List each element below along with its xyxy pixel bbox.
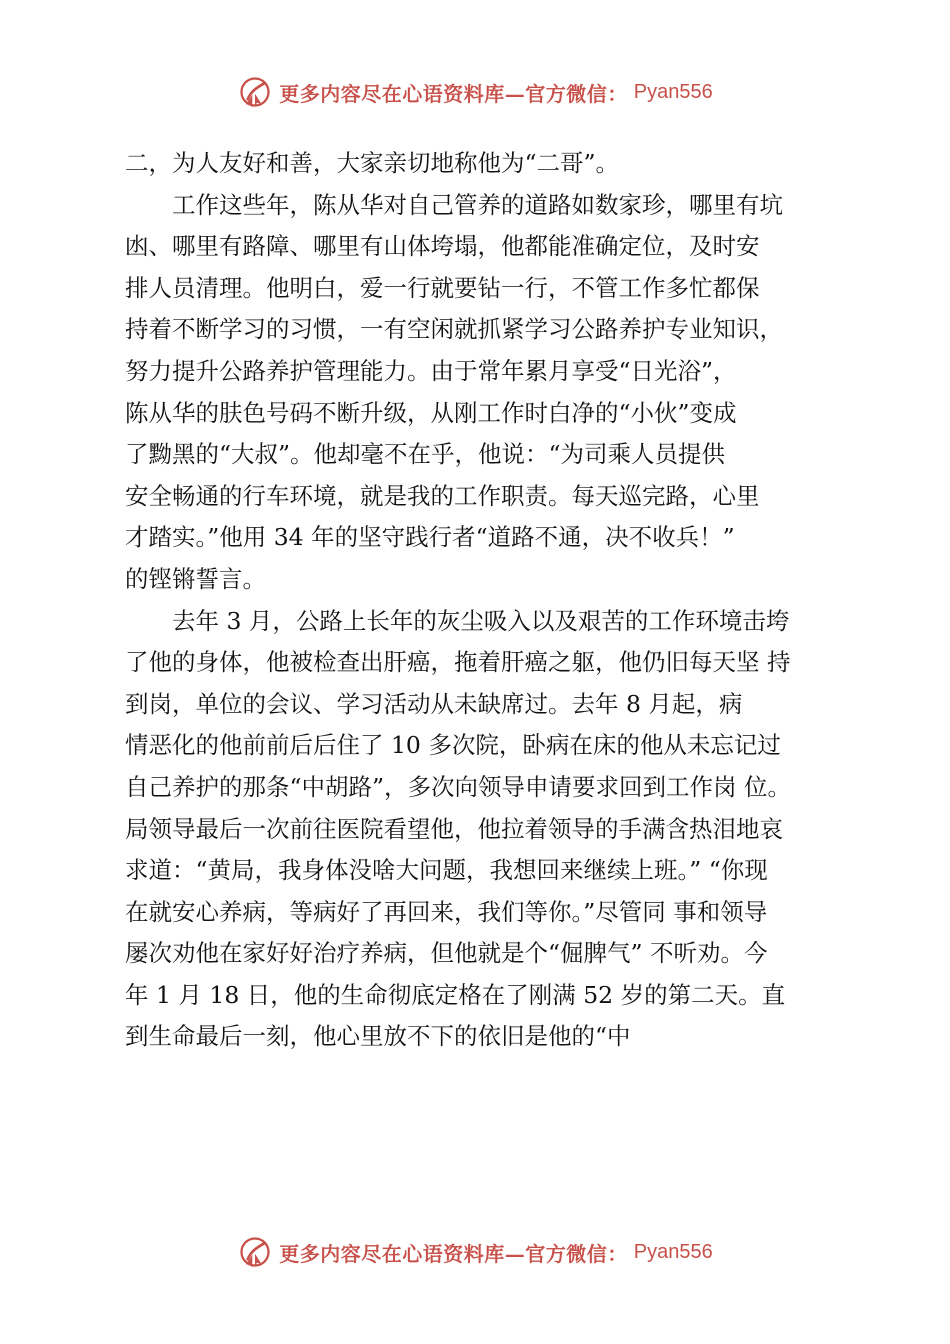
body-line: 陈从华的肤色号码不断升级，从刚工作时白净的“小伙”变成	[125, 398, 737, 427]
body-line: 到岗，单位的会议、学习活动从未缺席过。去年 8 月起，病	[125, 689, 743, 718]
body-line: 了他的身体，他被检查出肝癌，拖着肝癌之躯，他仍旧每天坚 持	[125, 648, 791, 677]
body-line: 努力提升公路养护管理能力。由于常年累月享受“日光浴”，	[125, 356, 737, 385]
body-line: 求道：“黄局，我身体没啥大问题，我想回来继续上班。” “你现	[125, 856, 768, 885]
body-line: 在就安心养病，等病好了再回来，我们等你。”尽管同 事和领导	[125, 897, 768, 926]
body-line: 排人员清理。他明白，爱一行就要钻一行，不管工作多忙都保	[125, 273, 760, 302]
body-line: 持着不断学习的习惯，一有空闲就抓紧学习公路养护专业知识，	[125, 315, 783, 344]
body-line: 二，为人友好和善，大家亲切地称他为“二哥”。	[125, 149, 620, 177]
body-line: 局领导最后一次前往医院看望他，他拉着领导的手满含热泪地哀	[125, 814, 783, 843]
body-line: 工作这些年，陈从华对自己管养的道路如数家珍，哪里有坑	[172, 190, 783, 219]
body-line: 才踏实。”他用 34 年的坚守践行者“道路不通，决不收兵！”	[125, 523, 735, 552]
body-line: 情恶化的他前前后后住了 10 多次院，卧病在床的他从未忘记过	[125, 731, 781, 760]
body-line: 自己养护的那条“中胡路”，多次向领导申请要求回到工作岗 位。	[125, 772, 791, 801]
body-line: 了黝黑的“大叔”。他却毫不在乎，他说：“为司乘人员提供	[125, 440, 726, 469]
body-line: 到生命最后一刻，他心里放不下的依旧是他的“中	[125, 1022, 631, 1051]
header-banner	[0, 70, 950, 114]
document-body	[125, 143, 835, 1058]
footer-wechat-id: Pyan556	[633, 1240, 713, 1263]
body-line: 安全畅通的行车环境，就是我的工作职责。每天巡完路，心里	[125, 481, 760, 510]
body-line: 的铿锵誓言。	[125, 564, 266, 593]
ribbon-logo-icon	[237, 74, 273, 110]
body-line: 凼、哪里有路障、哪里有山体垮塌，他都能准确定位，及时安	[125, 232, 760, 261]
footer-banner-text: 更多内容尽在心语资料库—官方微信：	[279, 1241, 628, 1266]
header-banner-content	[237, 74, 712, 110]
body-line: 年 1 月 18 日，他的生命彻底定格在了刚满 52 岁的第二天。直	[125, 980, 786, 1009]
footer-banner	[0, 1230, 950, 1274]
body-line: 去年 3 月，公路上长年的灰尘吸入以及艰苦的工作环境击垮	[172, 606, 790, 635]
header-banner-text: 更多内容尽在心语资料库—官方微信：	[279, 81, 628, 106]
footer-banner-content	[237, 1234, 712, 1270]
header-wechat-id: Pyan556	[633, 80, 713, 103]
ribbon-logo-icon	[237, 1234, 273, 1270]
body-line: 屡次劝他在家好好治疗养病，但他就是个“倔脾气” 不听劝。今	[125, 939, 768, 968]
